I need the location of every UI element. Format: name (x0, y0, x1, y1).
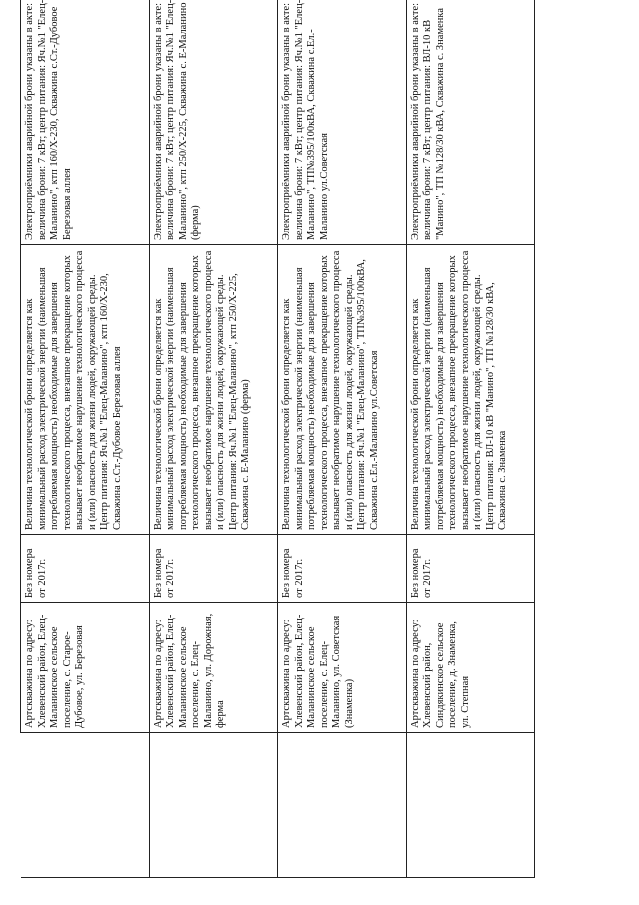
address-cell: Артскважина по адресу: Хлевенский район, Елец-Маланинское сельское поселение, с. Елец-Маланино, ул. Дорожная, ферма (149, 603, 278, 733)
number-cell: Без номера от 2017г. (21, 535, 150, 603)
rotated-page-content (20, 0, 535, 878)
emergency-reserve-table (20, 0, 535, 878)
blank-cell (21, 733, 150, 878)
blank-cell (406, 733, 535, 878)
blank-cell (149, 733, 278, 878)
address-cell: Артскважина по адресу: Хлевенский район, Елец-Маланинское сельское поселение, с. Старое-Дубовое, ул. Березовая (21, 603, 150, 733)
number-cell: Без номера от 2017г. (149, 535, 278, 603)
description-cell: Величина технологической брони определяется как минимальный расход электрической энергии (наименьшая потребляемая мощность) необходимые для завершения технологического процесса, внезапное прекращение которых вызывает необратимое нарушение технологического процесса и (или) опасность для жизни людей, окружающей среды. Центр питания: Яч.№1 "Елец-Маланино", ктп 250/Х-225, Скважина с. Е-Маланино (ферма) (149, 245, 278, 535)
address-cell: Артскважина по адресу: Хлевенский район, Елец-Маланинское сельское поселение, с. Елец-Маланино, ул. Советская (Знаменка) (278, 603, 407, 733)
number-cell: Без номера от 2017г. (406, 535, 535, 603)
info-cell: Электроприёмники аварийной брони указаны в акте: величина брони: 7 кВт; центр питания: ВЛ-10 кВ "Манино", ТП №128/30 кВА, Скважина с. Знаменка (406, 0, 535, 245)
description-cell: Величина технологической брони определяется как минимальный расход электрической энергии (наименьшая потребляемая мощность) необходимые для завершения технологического процесса, внезапное прекращение которых вызывает необратимое нарушение технологического процесса и (или) опасность для жизни людей, окружающей среды. Центр питания: Яч.№1 "Елец-Маланино", ктп 160/Х-230, Скважина с.Ст.-Дубовое Березовая аллея (21, 245, 150, 535)
blank-cell (278, 733, 407, 878)
table-row (278, 0, 407, 878)
info-cell: Электроприёмники аварийной брони указаны в акте: величина брони: 7 кВт; центр питания: Яч.№1 "Елец-Маланино", ктп 250/Х-225, Скважина с. Е-Маланино (ферма) (149, 0, 278, 245)
info-cell: Электроприёмники аварийной брони указаны в акте: величина брони: 7 кВт; центр питания: Яч.№1 "Елец-Маланино", ТП№395/100кВА, Скважина с.Ел.-Маланино ул.Советская (278, 0, 407, 245)
address-cell: Артскважина по адресу: Хлевенский район, Синдякинское сельское поселение, д. Знаменка, ул. Степная (406, 603, 535, 733)
table-row (149, 0, 278, 878)
description-cell: Величина технологической брони определяется как минимальный расход электрической энергии (наименьшая потребляемая мощность) необходимые для завершения технологического процесса, внезапное прекращение которых вызывает необратимое нарушение технологического процесса и (или) опасность для жизни людей, окружающей среды. Центр питания: ВЛ-10 кВ "Манино", ТП №128/30 кВА, Скважина с. Знаменка (406, 245, 535, 535)
table-row (21, 0, 150, 878)
number-cell: Без номера от 2017г. (278, 535, 407, 603)
info-cell: Электроприёмники аварийной брони указаны в акте: величина брони: 7 кВт; центр питания: Яч.№1 "Елец-Маланино", ктп 160/Х-230, Скважина с.Ст.-Дубовое Березовая аллея (21, 0, 150, 245)
table-row (406, 0, 535, 878)
description-cell: Величина технологической брони определяется как минимальный расход электрической энергии (наименьшая потребляемая мощность) необходимые для завершения технологического процесса, внезапное прекращение которых вызывает необратимое нарушение технологического процесса и (или) опасность для жизни людей, окружающей среды. Центр питания: Яч.№1 "Елец-Маланино", ТП№395/100кВА, Скважина с.Ел.-Маланино ул.Советская (278, 245, 407, 535)
